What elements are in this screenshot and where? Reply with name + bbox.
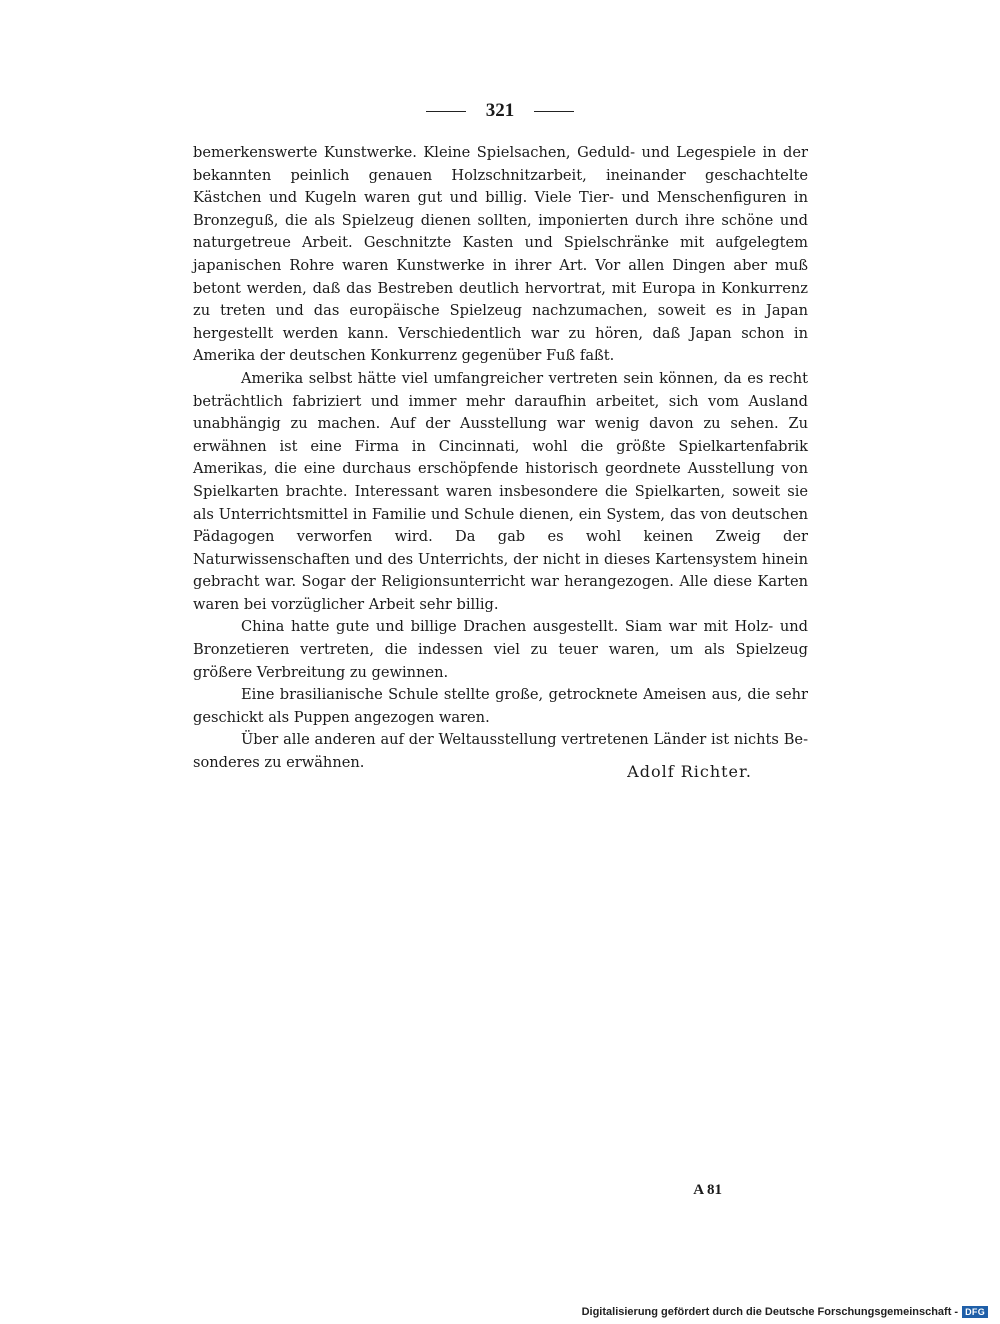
author-signature: Adolf Richter.	[627, 762, 752, 781]
paragraph: bemerkenswerte Kunstwerke. Kleine Spielsachen, Geduld- und Legespiele in der bekannten peinlich genauen Holzschnitzarbeit, ineinander geschachtelte Kästchen und Kugeln waren gut und billig. Viele Tier- und Menschenfiguren in Bronzeguß, die als Spielzeug dienen sollten, imponierten durch ihre schöne und naturgetreue Arbeit. Geschnitzte Kasten und Spielschränke mit aufgelegtem japanischen Rohre waren Kunstwerke in ihrer Art. Vor allen Dingen aber muß betont werden, daß das Bestreben deutlich hervortrat, mit Europa in Konkurrenz zu treten und das europäische Spielzeug nachzumachen, soweit es in Japan hergestellt werden kann. Verschiedentlich war zu hören, daß Japan schon in Amerika der deutschen Konkurrenz gegenüber Fuß faßt.	[193, 144, 808, 365]
page-number: 321	[485, 100, 515, 121]
header-rule-left	[426, 111, 466, 112]
page-header	[0, 100, 1000, 122]
digitization-footer	[582, 1306, 988, 1318]
signature-mark: A 81	[693, 1182, 722, 1198]
footer-text: Digitalisierung gefördert durch die Deutsche Forschungsgemeinschaft -	[581, 1306, 959, 1318]
article-body	[193, 142, 808, 775]
header-rule-right	[534, 111, 574, 112]
paragraph: Amerika selbst hätte viel umfangreicher vertreten sein können, da es recht beträchtlich fabriziert und immer mehr daraufhin arbeitet, sich vom Ausland unabhängig zu machen. Auf der Ausstellung war wenig davon zu sehen. Zu erwähnen ist eine Firma in Cincinnati, wohl die größte Spielkartenfabrik Amerikas, die eine durchaus erschöpfende historisch geordnete Ausstellung von Spielkarten brachte. Interessant waren insbesondere die Spielkarten, soweit sie als Unterrichtsmittel in Familie und Schule dienen, ein System, das von deutschen Pädagogen verworfen wird. Da gab es wohl keinen Zweig der Naturwissenschaften und des Unterrichts, der nicht in dieses Kartensystem hinein gebracht war. Sogar der Religionsunterricht war herangezogen. Alle diese Karten waren bei vorzüglicher Arbeit sehr billig.	[193, 369, 808, 613]
paragraph: China hatte gute und billige Drachen ausgestellt. Siam war mit Holz- und Bronzetieren vertreten, die indessen viel zu teuer waren, um als Spielzeug größere Verbreitung zu gewinnen.	[193, 618, 808, 681]
paragraph: Über alle anderen auf der Weltausstellung vertretenen Länder ist nichts Besonderes zu erwähnen.	[193, 731, 808, 772]
dfg-logo: DFG	[962, 1306, 988, 1318]
paragraph: Eine brasilianische Schule stellte große, getrocknete Ameisen aus, die sehr geschickt als Puppen angezogen waren.	[193, 686, 808, 726]
